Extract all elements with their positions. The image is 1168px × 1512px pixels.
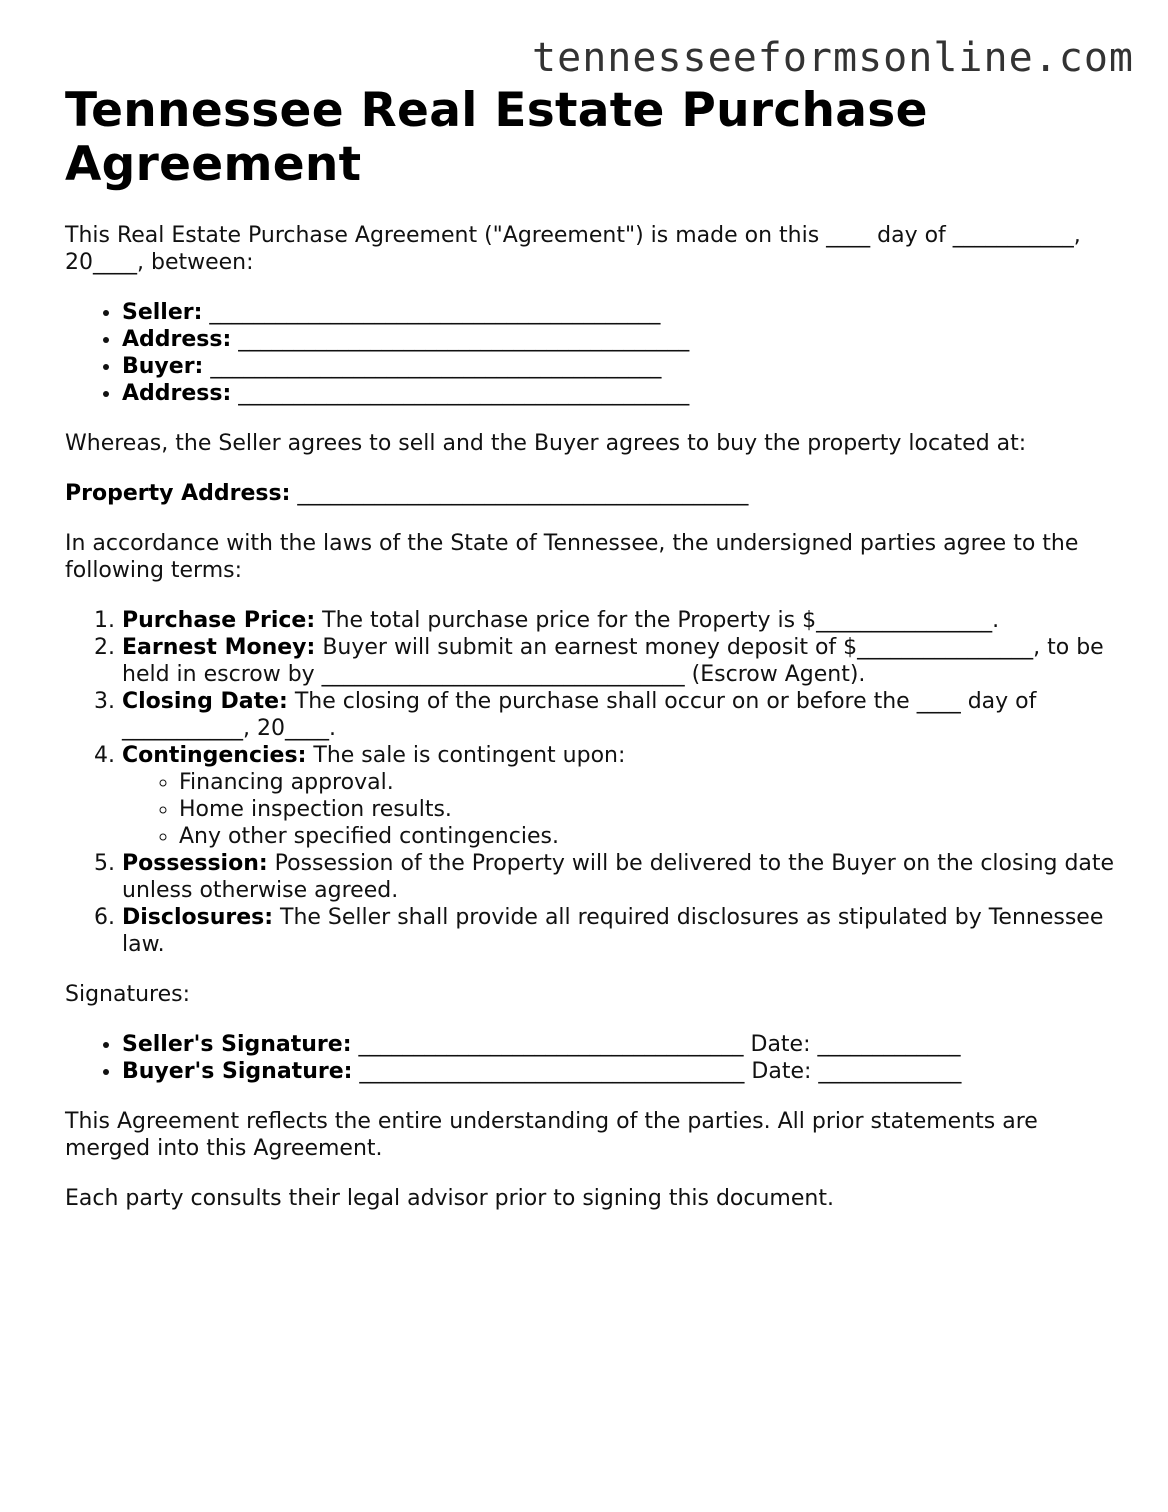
legal-advisor-paragraph: Each party consults their legal advisor prior to signing this document. (65, 1186, 834, 1211)
term-label: Purchase Price: (122, 608, 316, 633)
date-blank: _____________ (817, 1032, 961, 1057)
party-label: Address: (122, 327, 232, 352)
terms-list (65, 607, 1125, 958)
signatures-list (65, 1031, 1125, 1085)
term-text: The Seller shall provide all required disclosures as stipulated by Tennessee law. (122, 905, 1104, 957)
document-title: Tennessee Real Estate Purchase Agreement (65, 83, 928, 192)
term-text: The closing of the purchase shall occur on or before the ____ day of ___________, 20____. (122, 689, 1037, 741)
parties-list (65, 299, 1125, 407)
date-label: Date: (750, 1032, 811, 1057)
term-text: The sale is contingent upon: (313, 743, 626, 768)
party-buyer (122, 353, 1125, 380)
term-label: Possession: (122, 851, 268, 876)
term-purchase-price (122, 607, 1125, 634)
entire-agreement-paragraph: This Agreement reflects the entire understanding of the parties. All prior statements are merged into this Agreement. (65, 1109, 1038, 1161)
party-seller (122, 299, 1125, 326)
party-blank: _________________________________________ (210, 354, 662, 379)
term-disclosures (122, 904, 1125, 958)
signature-seller (122, 1031, 1125, 1058)
term-closing-date (122, 688, 1125, 742)
party-label: Address: (122, 381, 232, 406)
site-watermark: tennesseeformsonline.com (532, 35, 1134, 81)
term-label: Contingencies: (122, 743, 307, 768)
accordance-paragraph: In accordance with the laws of the State of Tennessee, the undersigned parties agree to the following terms: (65, 531, 1079, 583)
party-blank: _________________________________________ (238, 381, 690, 406)
contingency-item: ◦ Home inspection results. (179, 796, 1125, 823)
whereas-paragraph: Whereas, the Seller agrees to sell and the Buyer agrees to buy the property located at: (65, 431, 1027, 456)
party-seller-address (122, 326, 1125, 353)
term-possession (122, 850, 1125, 904)
signature-buyer (122, 1058, 1125, 1085)
signature-blank: ___________________________________ (358, 1032, 744, 1057)
contingency-item: ◦ Financing approval. (179, 769, 1125, 796)
term-text: The total purchase price for the Property is $________________. (322, 608, 1000, 633)
date-blank: _____________ (818, 1059, 962, 1084)
term-text: Buyer will submit an earnest money deposit of $________________, to be held in escrow by _________________________________ (Escrow Agent). (122, 635, 1104, 687)
contingencies-list (122, 769, 1125, 850)
party-blank: _________________________________________ (209, 300, 661, 325)
property-address-label: Property Address: (65, 481, 291, 506)
document-body (65, 84, 1125, 1235)
term-label: Disclosures: (122, 905, 274, 930)
party-blank: _________________________________________ (238, 327, 690, 352)
signatures-heading: Signatures: (65, 982, 191, 1007)
date-label: Date: (751, 1059, 812, 1084)
term-label: Earnest Money: (122, 635, 316, 660)
property-address-blank: _________________________________________ (297, 481, 749, 506)
intro-paragraph: This Real Estate Purchase Agreement ("Agreement") is made on this ____ day of ___________, 20____, between: (65, 223, 1081, 275)
party-label: Seller: (122, 300, 203, 325)
party-label: Buyer: (122, 354, 204, 379)
term-earnest-money (122, 634, 1125, 688)
signature-label: Buyer's Signature: (122, 1059, 353, 1084)
signature-label: Seller's Signature: (122, 1032, 352, 1057)
term-text: Possession of the Property will be delivered to the Buyer on the closing date unless otherwise agreed. (122, 851, 1115, 903)
signature-blank: ___________________________________ (359, 1059, 745, 1084)
contingency-item: ◦ Any other specified contingencies. (179, 823, 1125, 850)
property-address-line (65, 480, 1125, 507)
party-buyer-address (122, 380, 1125, 407)
term-contingencies (122, 742, 1125, 850)
term-label: Closing Date: (122, 689, 288, 714)
